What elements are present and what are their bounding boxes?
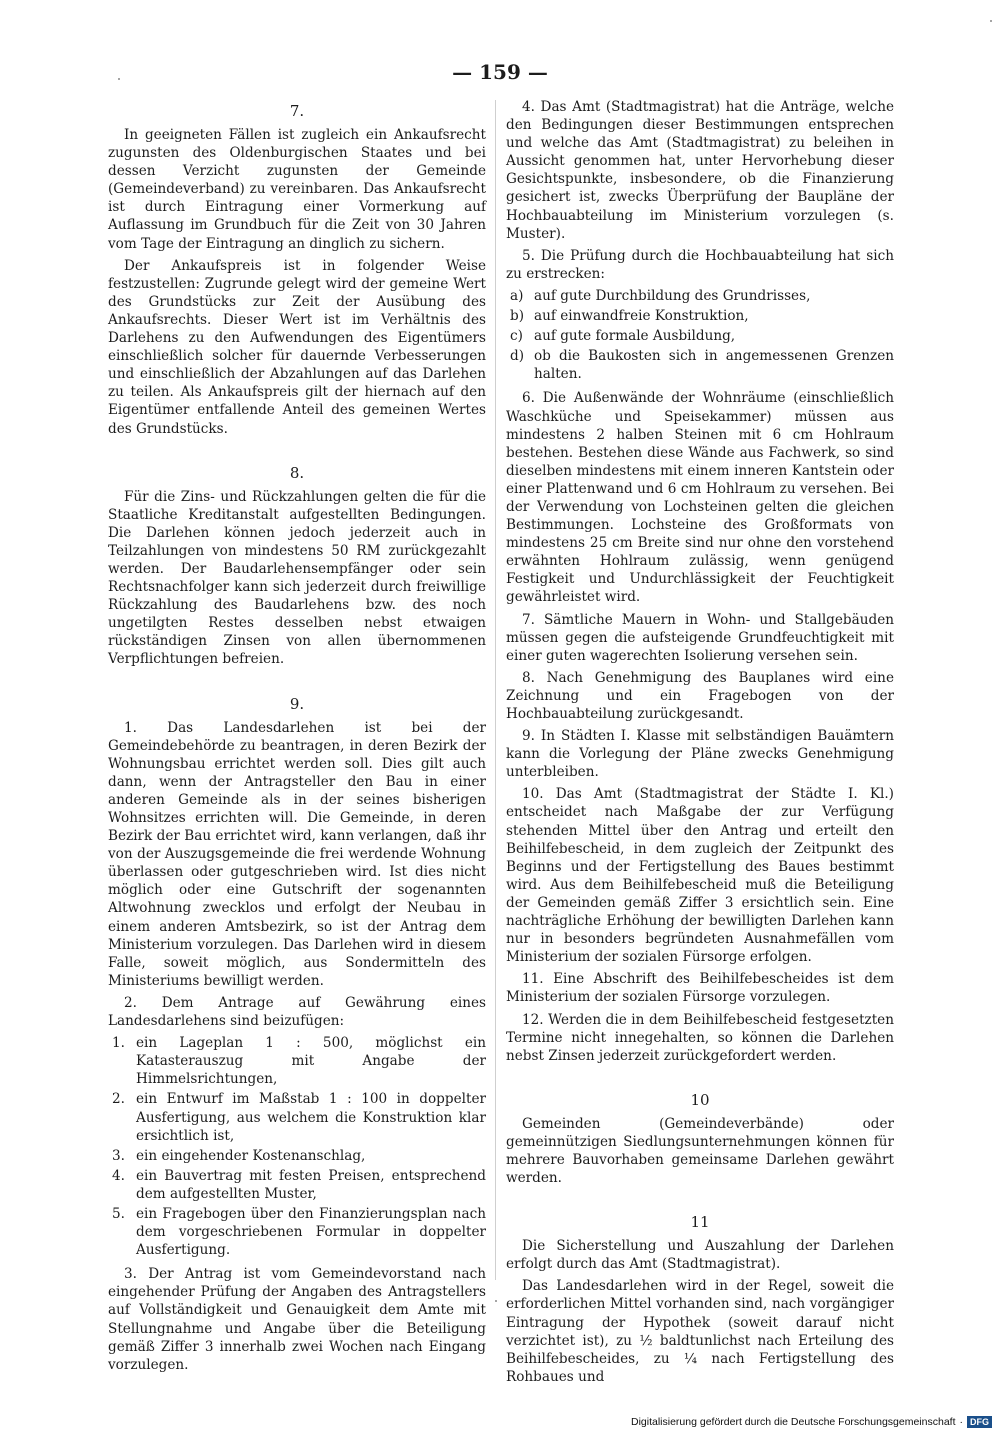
list-item-label: 4. [112,1167,125,1184]
section-9-paragraph-2: 2. Dem Antrage auf Gewährung eines Landesdarlehens sind beizufügen: [108,994,486,1030]
list-item-label: c) [510,328,523,345]
list-item-text: auf einwandfreie Konstruktion, [534,308,749,325]
list-item [108,1034,486,1088]
page-number: — 159 — [452,60,548,84]
list-item-text: ob die Baukosten sich in angemessenen Grenzen halten. [534,348,894,383]
list-item-text: auf gute Durchbildung des Grundrisses, [534,287,811,304]
paragraph-5: 5. Die Prüfung durch die Hochbauabteilung hat sich zu erstrecken: [506,247,894,282]
column-divider [495,100,496,1280]
section-7-paragraph: In geeigneten Fällen ist zugleich ein Ankaufsrecht zugunsten des Oldenburgischen Staates und bei dessen Verzicht zugunsten der Gemeinde (Gemeindeverband) zu vereinbaren. Das Ankaufsrecht ist durch Eintragung einer Vormerkung auf Auflassung im Grundbuch für die Zeit von 30 Jahren vom Tage der Eintragung an dinglich zu sichern. [108,127,486,252]
list-item-label: 3. [112,1147,125,1164]
dfg-logo: DFG [967,1416,992,1428]
list-item-label: 2. [112,1091,125,1108]
section-10-heading: 10 [690,1090,710,1109]
scan-speck [990,20,992,22]
paragraph-11: 11. Eine Abschrift des Beihilfebescheides ist dem Ministerium der sozialen Fürsorge vorzulegen. [506,971,894,1006]
list-item [108,1205,486,1259]
list-item [108,1167,486,1203]
section-10-paragraph: Gemeinden (Gemeindeverbände) oder gemeinnützigen Siedlungsunternehmungen können für mehrere Bauvorhaben gemeinsame Darlehen gewährt werden. [506,1115,894,1187]
paragraph-10: 10. Das Amt (Stadtmagistrat der Städte I. Kl.) entscheidet nach Maßgabe der zur Verfügung stehenden Mittel über den Antrag und erteilt den Beihilfebescheid, in dem zugleich der Zeitpunkt des Beginns und der Fertigstellung des Baues bestimmt wird. Aus dem Beihilfebescheid muß die Beteiligung der Gemeinden gemäß Ziffer 3 ersichtlich sein. Eine nachträgliche Erhöhung der bewilligten Darlehen kann nur in besonders begründeten Ausnahmefällen vom Ministerium der sozialen Fürsorge erfolgen. [506,786,894,966]
section-8-paragraph: Für die Zins- und Rückzahlungen gelten die für die Staatliche Kreditanstalt aufgestellten Bedingungen. Die Darlehen können jedoch jederzeit auch in Teilzahlungen von mindestens 50 RM zurückgezahlt werden. Der Baudarlehensempfänger oder sein Rechtsnachfolger kann sich jederzeit durch freiwillige Rückzahlung des Baudarlehens bzw. des noch ungetilgten Restes desselben nebst etwaigen rückständigen Zinsen von allen übernommenen Verpflichtungen befreien. [108,488,486,668]
section-11-paragraph: Das Landesdarlehen wird in der Regel, soweit die erforderlichen Mittel vorhanden sind, nach vorgängiger Eintragung der Hypothek (soweit darauf nicht verzichtet ist), zu ½ baldtunlichst nach Erteilung des Beihilfebescheides, zu ¼ nach Fertigstellung des Rohbaues und [506,1278,894,1385]
list-item-label: 5. [112,1205,125,1222]
list-item-text: ein eingehender Kostenanschlag, [136,1147,366,1164]
list-item-label: b) [510,308,525,325]
section-11-paragraph: Die Sicherstellung und Auszahlung der Darlehen erfolgt durch das Amt (Stadtmagistrat). [506,1238,894,1273]
section-11-heading: 11 [690,1213,710,1232]
list-item [506,307,894,325]
paragraph-7: 7. Sämtliche Mauern in Wohn- und Stallgebäuden müssen gegen die aufsteigende Grundfeuchtigkeit mit einer guten wagerechten Isolierung versehen sein. [506,611,894,664]
footer-dot: · [959,1416,963,1428]
list-item [506,287,894,305]
list-item [108,1090,486,1144]
paragraph-8: 8. Nach Genehmigung des Bauplanes wird eine Zeichnung und ein Fragebogen von der Hochbauabteilung zurückgesandt. [506,669,894,722]
scan-speck [118,78,120,80]
list-item-text: ein Lageplan 1 : 500, möglichst ein Katasterauszug mit Angabe der Himmelsrichtungen, [136,1035,486,1088]
list-item-text: auf gute formale Ausbildung, [534,328,736,345]
paragraph-9: 9. In Städten I. Klasse mit selbständigen Bauämtern kann die Vorlegung der Pläne zwecks Genehmigung unterbleiben. [506,728,894,781]
list-item [506,327,894,345]
list-item [506,347,894,383]
attachment-list [108,1034,486,1259]
digitization-footer [631,1416,992,1428]
section-9-paragraph-3: 3. Der Antrag ist vom Gemeindevorstand nach eingehender Prüfung der Angaben des Antragstellers auf Vollständigkeit und Genauigkeit dem Amte mit Stellungnahme und Angabe über die Beteiligung gemäß Ziffer 3 innerhalb zwei Wochen nach Eingang vorzulegen. [108,1266,486,1373]
paragraph-12: 12. Werden die in dem Beihilfebescheid festgesetzten Termine nicht innegehalten, so können die Darlehen nebst Zinsen jederzeit zurückgefordert werden. [506,1011,894,1064]
list-item-text: ein Bauvertrag mit festen Preisen, entsprechend dem aufgestellten Muster, [136,1167,486,1202]
footer-text: Digitalisierung gefördert durch die Deutsche Forschungsgemeinschaft [630,1416,956,1428]
section-9-paragraph-1: 1. Das Landesdarlehen ist bei der Gemeindebehörde zu beantragen, in deren Bezirk der Wohnungsbau errichtet werden soll. Dies gilt auch dann, wenn der Antragsteller den Bau in einer anderen Gemeinde als in der seines bisherigen Wohnsitzes errichten will. Die Gemeinde, in deren Bezirk der Bau errichtet wird, kann verlangen, daß ihr von der Auszugsgemeinde die frei werdende Wohnung überlassen oder gutgeschrieben wird. Ist dies nicht möglich oder eine Gutschrift der sogenannten Altwohnung zwecklos und erfolgt der Neubau in einem anderen Amtsbezirk, so ist der Antrag dem Ministerium vorzulegen. Das Darlehen wird in diesem Falle, soweit möglich, aus Sondermitteln des Ministeriums bewilligt werden. [108,719,486,989]
list-item-text: ein Entwurf im Maßstab 1 : 100 in doppelter Ausfertigung, aus welchem die Konstruktion klar ersichtlich ist, [136,1091,486,1144]
section-7-heading: 7. [289,102,305,120]
section-9-heading: 9. [289,694,305,713]
section-7-paragraph: Der Ankaufspreis ist in folgender Weise festzustellen: Zugrunde gelegt wird der gemeine Wert des Grundstücks zur Zeit der Ausübung des Ankaufsrechts. Dieser Wert ist im Verhältnis des Darlehens zu den Aufwendungen des Eigentümers einschließlich solcher für dauernde Verbesserungen und einschließlich der Abzahlungen auf das Darlehen zu teilen. Als Ankaufspreis gilt der hiernach auf den Eigentümer entfallende Anteil des gemeinen Wertes des Grundstücks. [108,257,486,437]
list-item-label: d) [510,348,525,365]
section-8-heading: 8. [289,463,305,482]
review-criteria-list [506,287,894,383]
list-item-label: a) [510,287,524,304]
scan-speck [495,1300,497,1302]
right-column [506,98,894,1390]
list-item-label: 1. [112,1035,125,1052]
list-item-text: ein Fragebogen über den Finanzierungsplan nach dem vorgeschriebenen Formular in doppelter Ausfertigung. [136,1205,486,1259]
paragraph-6: 6. Die Außenwände der Wohnräume (einschließlich Waschküche und Speisekammer) müssen aus mindestens 2 halben Steinen mit 6 cm Hohlraum bestehen. Bestehen diese Wände aus Fachwerk, so sind dieselben mindestens mit einem inneren Kantstein oder einer Plattenwand und 6 cm Hohlraum zu versehen. Bei der Verwendung von Lochsteinen gelten die gleichen Bestimmungen. Lochsteine des Großformats von mindestens 25 cm Breite sind nur ohne den vorstehend erwähnten Hohlraum zulässig, wenn genügend Festigkeit und Undurchlässigkeit der Feuchtigkeit gewährleistet wird. [506,390,894,606]
left-column [108,98,486,1378]
paragraph-4: 4. Das Amt (Stadtmagistrat) hat die Anträge, welche den Bedingungen dieser Bestimmungen entsprechen und welche das Amt (Stadtmagistrat) zu beleihen in Aussicht genommen hat, unter Hervorhebung dieser Gesichtspunkte, insbesondere, ob die Finanzierung gesichert ist, zwecks Überprüfung der Baupläne der Hochbauabteilung im Ministerium vorzulegen (s. Muster). [506,99,894,242]
list-item [108,1147,486,1165]
